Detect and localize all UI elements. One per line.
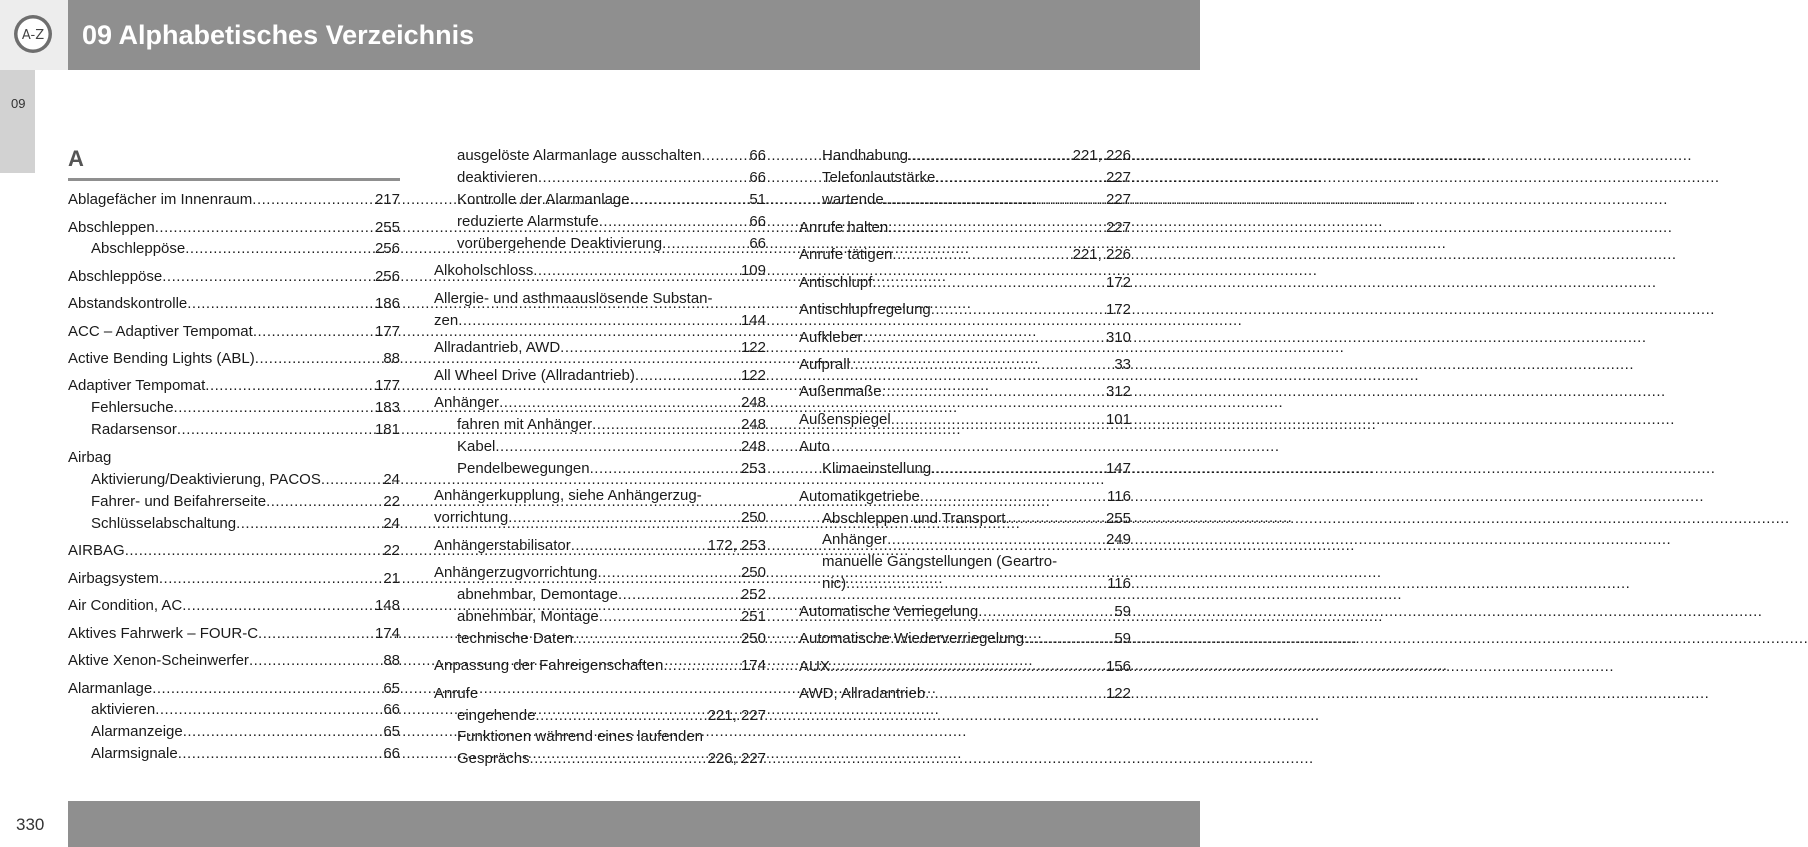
page-reference[interactable]: 186: [374, 295, 400, 312]
dot-leader: [920, 487, 1103, 507]
index-term: Anpassung der Fahreigenschaften: [434, 657, 664, 674]
index-entry: [68, 596, 400, 616]
index-entry: [799, 410, 1131, 430]
index-entry: [457, 585, 766, 605]
index-term: Außenmaße: [799, 383, 882, 400]
dot-leader: [630, 190, 746, 210]
index-entry: [434, 656, 766, 676]
index-term: wartende: [822, 191, 884, 208]
dot-leader: [125, 541, 380, 561]
index-term: Ablagefächer im Innenraum: [68, 191, 253, 208]
index-entry: [799, 355, 1131, 375]
page-reference[interactable]: 66: [749, 235, 766, 252]
index-term: Abstandskontrolle: [68, 295, 188, 312]
index-term: Adaptiver Tempomat: [68, 377, 206, 394]
page-reference[interactable]: 177: [374, 323, 400, 340]
index-term: AWD, Allradantrieb: [799, 685, 926, 702]
index-entry: [68, 349, 400, 369]
dot-leader: [571, 536, 704, 556]
dot-leader: [535, 706, 703, 726]
page-reference[interactable]: 109: [740, 262, 766, 279]
section-letter: A: [68, 146, 84, 171]
dot-leader: [597, 563, 737, 583]
page-reference[interactable]: 221, 226: [1072, 246, 1131, 263]
page-reference[interactable]: 251: [740, 608, 766, 625]
dot-leader: [458, 311, 737, 331]
dot-leader: [533, 261, 737, 281]
dot-leader: [573, 629, 737, 649]
page-reference[interactable]: 250: [740, 509, 766, 526]
index-entry: [91, 744, 400, 764]
index-term: Allradantrieb, AWD: [434, 339, 561, 356]
dot-leader: [1005, 509, 1102, 529]
dot-leader: [862, 328, 1102, 348]
page-reference[interactable]: 181: [374, 421, 400, 438]
page-reference[interactable]: 24: [383, 471, 400, 488]
index-term: zen: [434, 312, 459, 329]
dot-leader: [205, 376, 371, 396]
page-reference[interactable]: 116: [1107, 575, 1131, 592]
page-reference[interactable]: 66: [749, 147, 766, 164]
page-reference[interactable]: 221, 227: [707, 707, 766, 724]
index-term: manuelle Gangstellungen (Geartro-: [822, 553, 1058, 570]
index-term: Klimaeinstellung: [822, 460, 932, 477]
index-entry: [68, 448, 400, 468]
chapter-icon-box: [0, 0, 68, 70]
dot-leader: [155, 700, 379, 720]
index-term: Antischlupf: [799, 274, 873, 291]
index-entry: [799, 300, 1131, 320]
index-term: Aufkleber: [799, 329, 863, 346]
index-entry: [822, 168, 1131, 188]
dot-leader: [177, 420, 371, 440]
index-entry: [68, 322, 400, 342]
page-reference[interactable]: 59: [1114, 630, 1131, 647]
dot-leader: [258, 624, 371, 644]
page-number: 330: [16, 815, 45, 834]
page-reference[interactable]: 122: [740, 367, 766, 384]
index-entry: [799, 245, 1131, 265]
page-reference[interactable]: 174: [740, 657, 766, 674]
index-term: Aktives Fahrwerk – FOUR-C: [68, 625, 259, 642]
dot-leader: [978, 602, 1110, 622]
index-entry: [822, 190, 1131, 210]
index-term: Automatikgetriebe: [799, 488, 920, 505]
dot-leader: [321, 470, 379, 490]
dot-leader: [599, 607, 737, 627]
index-term: Pendelbewegungen: [457, 460, 590, 477]
dot-leader: [538, 168, 745, 188]
dot-leader: [249, 651, 379, 671]
dot-leader: [155, 218, 371, 238]
index-term: vorübergehende Deaktivierung: [457, 235, 663, 252]
dot-leader: [882, 382, 1102, 402]
dot-leader: [935, 168, 1102, 188]
index-term: Aktivierung/Deaktivierung, PACOS: [91, 471, 321, 488]
index-term: Telefonlautstärke: [822, 169, 936, 186]
index-term: Active Bending Lights (ABL): [68, 350, 255, 367]
index-entry: [457, 212, 766, 232]
page-reference[interactable]: 65: [383, 680, 400, 697]
dot-leader: [887, 530, 1102, 550]
a-z-index-icon: [13, 14, 53, 54]
index-term: reduzierte Alarmstufe: [457, 213, 599, 230]
dot-leader: [872, 273, 1102, 293]
page-reference[interactable]: 227: [1105, 191, 1131, 208]
dot-leader: [618, 585, 737, 605]
dot-leader: [178, 744, 380, 764]
a-z-icon-text: A-Z: [21, 28, 45, 43]
page-reference[interactable]: 66: [383, 745, 400, 762]
index-term: Kontrolle der Alarmanlage: [457, 191, 630, 208]
dot-leader: [255, 349, 380, 369]
index-term: nic): [822, 575, 847, 592]
index-term: Kabel: [457, 438, 496, 455]
index-entry: [822, 574, 1131, 594]
page-reference[interactable]: 227: [1105, 169, 1131, 186]
page-reference[interactable]: 255: [374, 219, 400, 236]
index-entry: [68, 541, 400, 561]
dot-leader: [174, 398, 371, 418]
index-term: abnehmbar, Demontage: [457, 586, 618, 603]
index-entry: [91, 420, 400, 440]
index-entry: [91, 470, 400, 490]
dot-leader: [888, 218, 1102, 238]
index-entry: [457, 706, 766, 726]
index-term: Abschleppöse: [91, 240, 186, 257]
dot-leader: [236, 514, 379, 534]
page-reference[interactable]: 250: [740, 630, 766, 647]
page-reference[interactable]: 144: [740, 312, 766, 329]
index-term: eingehende: [457, 707, 536, 724]
index-entry: [91, 722, 400, 742]
dot-leader: [530, 749, 704, 769]
page-reference[interactable]: 148: [374, 597, 400, 614]
index-term: Alkoholschloss: [434, 262, 534, 279]
page-reference[interactable]: 172: [1105, 301, 1131, 318]
index-term: Alarmanzeige: [91, 723, 183, 740]
page-reference[interactable]: 122: [1105, 685, 1131, 702]
index-entry: [434, 261, 766, 281]
index-term: abnehmbar, Montage: [457, 608, 599, 625]
page-reference[interactable]: 101: [1105, 411, 1131, 428]
index-term: Aufprall: [799, 356, 850, 373]
dot-leader: [162, 267, 371, 287]
page-reference[interactable]: 156: [1105, 658, 1131, 675]
index-entry: [457, 168, 766, 188]
dot-leader: [592, 415, 737, 435]
index-entry: [68, 569, 400, 589]
index-term: AIRBAG: [68, 542, 125, 559]
index-term: Anhänger: [822, 531, 888, 548]
dot-leader: [663, 656, 737, 676]
page-reference[interactable]: 88: [383, 652, 400, 669]
page-reference[interactable]: 172: [1105, 274, 1131, 291]
index-term: Anhängerstabilisator: [434, 537, 571, 554]
index-entry: [68, 651, 400, 671]
index-term: Antischlupfregelung: [799, 301, 931, 318]
index-entry: [91, 239, 400, 259]
page-reference[interactable]: 172, 253: [707, 537, 766, 554]
dot-leader: [499, 393, 737, 413]
index-entry: [434, 338, 766, 358]
index-term: Automatische Verriegelung: [799, 603, 979, 620]
index-term: Automatische Wiederverriegelung: [799, 630, 1025, 647]
page-reference[interactable]: 248: [740, 394, 766, 411]
page-reference[interactable]: 22: [383, 493, 400, 510]
index-term: Alarmsignale: [91, 745, 178, 762]
index-term: ausgelöste Alarmanlage ausschalten: [457, 147, 702, 164]
page-reference[interactable]: 174: [374, 625, 400, 642]
index-term: Air Condition, AC: [68, 597, 183, 614]
index-entry: [434, 393, 766, 413]
page-reference[interactable]: 256: [374, 240, 400, 257]
dot-leader: [266, 492, 379, 512]
index-entry: [799, 218, 1131, 238]
index-entry: [822, 146, 1131, 166]
page-reference[interactable]: 24: [383, 515, 400, 532]
index-entry: [822, 459, 1131, 479]
index-entry: [799, 487, 1131, 507]
page-reference[interactable]: 256: [374, 268, 400, 285]
page-reference[interactable]: 253: [740, 460, 766, 477]
page-reference[interactable]: 66: [383, 701, 400, 718]
chapter-tab-label: 09: [11, 96, 26, 111]
index-entry: [457, 749, 766, 769]
page-reference[interactable]: 217: [374, 191, 400, 208]
page-reference[interactable]: 122: [740, 339, 766, 356]
index-entry: [799, 273, 1131, 293]
page-reference[interactable]: 147: [1105, 460, 1131, 477]
index-term: Abschleppen: [68, 219, 155, 236]
index-term: Anhänger: [434, 394, 500, 411]
page-reference[interactable]: 65: [383, 723, 400, 740]
dot-leader: [1024, 629, 1110, 649]
dot-leader: [925, 684, 1102, 704]
index-term: ACC – Adaptiver Tempomat: [68, 323, 253, 340]
index-entry: [434, 684, 766, 704]
index-term: Fehlersuche: [91, 399, 174, 416]
dot-leader: [182, 596, 371, 616]
index-entry: [799, 684, 1131, 704]
index-entry: [457, 607, 766, 627]
page-reference[interactable]: 227: [1105, 219, 1131, 236]
page-reference[interactable]: 51: [749, 191, 766, 208]
dot-leader: [931, 459, 1102, 479]
index-entry: [457, 727, 766, 747]
dot-leader: [662, 234, 745, 254]
index-term: Anhängerzugvorrichtung: [434, 564, 598, 581]
dot-leader: [187, 294, 371, 314]
index-entry: [434, 366, 766, 386]
index-term: Anhängerkupplung, siehe Anhängerzug-: [434, 487, 702, 504]
page-reference[interactable]: 312: [1105, 383, 1131, 400]
index-entry: [799, 629, 1131, 649]
dot-leader: [701, 146, 745, 166]
index-entry: [457, 146, 766, 166]
index-term: Anrufe halten: [799, 219, 889, 236]
page-reference[interactable]: 33: [1114, 356, 1131, 373]
index-entry: [91, 398, 400, 418]
index-term: aktivieren: [91, 701, 156, 718]
page-reference[interactable]: 248: [740, 438, 766, 455]
dot-leader: [185, 239, 371, 259]
dot-leader: [850, 355, 1110, 375]
page-reference[interactable]: 252: [740, 586, 766, 603]
index-entry: [68, 624, 400, 644]
index-entry: [434, 563, 766, 583]
index-term: Airbag: [68, 449, 112, 466]
index-term: deaktivieren: [457, 169, 538, 186]
dot-leader: [159, 569, 379, 589]
page-reference[interactable]: 248: [740, 416, 766, 433]
index-term: Gesprächs: [457, 750, 530, 767]
index-term: Handhabung: [822, 147, 908, 164]
index-term: Aktive Xenon-Scheinwerfer: [68, 652, 249, 669]
index-term: Abschleppöse: [68, 268, 163, 285]
dot-leader: [830, 657, 1102, 677]
page-reference[interactable]: 255: [1105, 510, 1131, 527]
index-entry: [91, 700, 400, 720]
page-reference[interactable]: 88: [383, 350, 400, 367]
index-entry: [434, 508, 766, 528]
footer-bar: [68, 801, 1200, 847]
index-entry: [91, 492, 400, 512]
index-term: Auto: [799, 438, 830, 455]
dot-leader: [908, 146, 1069, 166]
page-reference[interactable]: 250: [740, 564, 766, 581]
dot-leader: [590, 459, 737, 479]
page-reference[interactable]: 59: [1114, 603, 1131, 620]
index-term: Radarsensor: [91, 421, 177, 438]
index-entry: [457, 437, 766, 457]
dot-leader: [884, 190, 1102, 210]
dot-leader: [599, 212, 746, 232]
index-entry: [457, 459, 766, 479]
dot-leader: [560, 338, 737, 358]
dot-leader: [253, 322, 371, 342]
index-entry: [434, 486, 766, 506]
page-reference[interactable]: 66: [749, 213, 766, 230]
index-entry: [434, 289, 766, 309]
page-reference[interactable]: 116: [1107, 488, 1131, 505]
index-entry: [799, 657, 1131, 677]
dot-leader: [931, 300, 1102, 320]
index-term: Schlüsselabschaltung: [91, 515, 237, 532]
index-entry: [91, 514, 400, 534]
index-term: AUX: [799, 658, 830, 675]
chapter-title: 09 Alphabetisches Verzeichnis: [82, 20, 475, 50]
page-reference[interactable]: 226, 227: [707, 750, 766, 767]
page-reference[interactable]: 177: [374, 377, 400, 394]
index-term: fahren mit Anhänger: [457, 416, 593, 433]
index-term: Funktionen während eines laufenden: [457, 728, 704, 745]
index-term: vorrichtung: [434, 509, 509, 526]
page-reference[interactable]: 66: [749, 169, 766, 186]
index-term: Allergie- und asthmaauslösende Substan-: [434, 290, 713, 307]
index-entry: [68, 294, 400, 314]
index-entry: [457, 234, 766, 254]
index-entry: [434, 536, 766, 556]
page-reference[interactable]: 21: [383, 570, 400, 587]
page-reference[interactable]: 310: [1105, 329, 1131, 346]
index-entry: [434, 311, 766, 331]
dot-leader: [891, 410, 1102, 430]
index-entry: [822, 530, 1131, 550]
index-entry: [799, 328, 1131, 348]
dot-leader: [635, 366, 737, 386]
dot-leader: [252, 190, 371, 210]
index-entry: [457, 629, 766, 649]
dot-leader: [892, 245, 1068, 265]
dot-leader: [183, 722, 380, 742]
index-entry: [822, 552, 1131, 572]
dot-leader: [152, 679, 379, 699]
index-term: Abschleppen und Transport: [822, 510, 1006, 527]
index-entry: [822, 509, 1131, 529]
index-entry: [68, 267, 400, 287]
dot-leader: [846, 574, 1103, 594]
index-term: Anrufe tätigen: [799, 246, 893, 263]
index-entry: [799, 437, 1131, 457]
page-reference[interactable]: 249: [1105, 531, 1131, 548]
index-term: Alarmanlage: [68, 680, 153, 697]
index-entry: [799, 382, 1131, 402]
index-term: All Wheel Drive (Allradantrieb): [434, 367, 635, 384]
index-entry: [68, 376, 400, 396]
index-term: Airbagsystem: [68, 570, 159, 587]
chapter-side-tab: [0, 70, 35, 173]
index-term: Außenspiegel: [799, 411, 891, 428]
index-entry: [68, 218, 400, 238]
index-term: technische Daten: [457, 630, 573, 647]
index-entry: [799, 602, 1131, 622]
section-divider: [68, 178, 400, 181]
index-term: Fahrer- und Beifahrerseite: [91, 493, 267, 510]
page-reference[interactable]: 221, 226: [1072, 147, 1131, 164]
index-entry: [457, 415, 766, 435]
dot-leader: [495, 437, 737, 457]
page-reference[interactable]: 183: [374, 399, 400, 416]
index-term: Anrufe: [434, 685, 479, 702]
page-reference[interactable]: 22: [383, 542, 400, 559]
index-entry: [68, 190, 400, 210]
index-entry: [457, 190, 766, 210]
index-entry: [68, 679, 400, 699]
dot-leader: [508, 508, 737, 528]
